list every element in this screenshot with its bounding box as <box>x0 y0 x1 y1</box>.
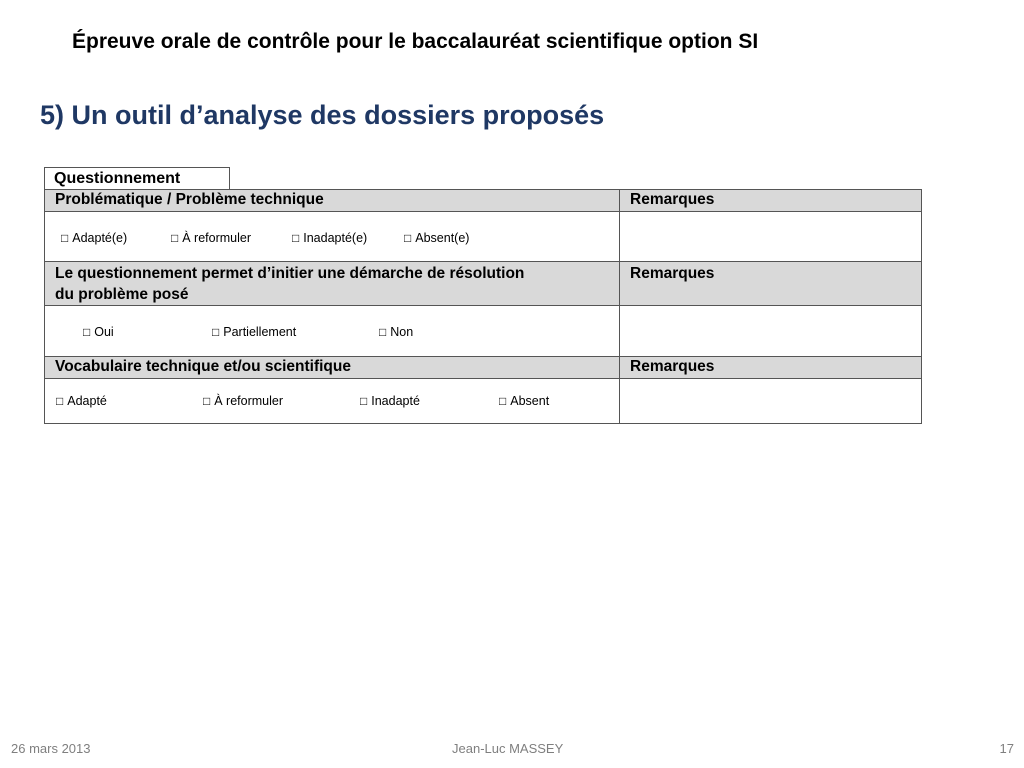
criterion-options-row <box>45 379 922 424</box>
checkbox-icon: □ <box>360 394 368 408</box>
checkbox-icon: □ <box>292 231 300 245</box>
presentation-header: Épreuve orale de contrôle pour le baccalauréat scientifique option SI <box>72 30 759 53</box>
criterion-header-row <box>45 262 922 306</box>
checkbox-option[interactable]: □ Adapté <box>56 394 107 408</box>
page-number: 17 <box>999 741 1014 756</box>
checkbox-icon: □ <box>171 231 179 245</box>
remarks-field[interactable] <box>620 212 922 262</box>
checkbox-option[interactable]: □ À reformuler <box>203 394 284 408</box>
checkbox-icon: □ <box>404 231 412 245</box>
remarks-header: Remarques <box>620 262 922 306</box>
checkbox-icon: □ <box>499 394 507 408</box>
checkbox-option[interactable]: □ Absent <box>499 394 550 408</box>
footer-date: 26 mars 2013 <box>11 741 91 756</box>
analysis-form-table <box>44 189 922 424</box>
remarks-header: Remarques <box>620 190 922 212</box>
checkbox-option[interactable]: □ Adapté(e) <box>61 231 128 245</box>
criterion-options-row <box>45 306 922 357</box>
remarks-header: Remarques <box>620 357 922 379</box>
criterion-header-row <box>45 190 922 212</box>
checkbox-option[interactable]: □ Inadapté <box>360 394 420 408</box>
checkbox-icon: □ <box>203 394 211 408</box>
slide-title: 5) Un outil d’analyse des dossiers proposés <box>40 100 605 130</box>
checkbox-icon: □ <box>56 394 64 408</box>
checkbox-option[interactable]: □ Inadapté(e) <box>292 231 368 245</box>
checkbox-icon: □ <box>61 231 69 245</box>
options-cell <box>45 306 620 357</box>
checkbox-option[interactable]: □ Partiellement <box>212 325 297 339</box>
remarks-field[interactable] <box>620 306 922 357</box>
criterion-header-problematique: Problématique / Problème technique <box>45 190 620 212</box>
options-cell <box>45 379 620 424</box>
criterion-header-vocabulaire: Vocabulaire technique et/ou scientifique <box>45 357 620 379</box>
section-label-questionnement: Questionnement <box>44 167 230 189</box>
criterion-header-questionnement: Le questionnement permet d’initier une démarche de résolution du problème posé <box>45 262 620 306</box>
checkbox-option[interactable]: □ À reformuler <box>171 231 252 245</box>
checkbox-icon: □ <box>83 325 91 339</box>
checkbox-option[interactable]: □ Oui <box>83 325 114 339</box>
options-cell <box>45 212 620 262</box>
checkbox-option[interactable]: □ Non <box>379 325 414 339</box>
footer-author: Jean-Luc MASSEY <box>452 741 564 756</box>
remarks-field[interactable] <box>620 379 922 424</box>
criterion-options-row <box>45 212 922 262</box>
checkbox-icon: □ <box>379 325 387 339</box>
checkbox-option[interactable]: □ Absent(e) <box>404 231 470 245</box>
criterion-header-row <box>45 357 922 379</box>
checkbox-icon: □ <box>212 325 220 339</box>
